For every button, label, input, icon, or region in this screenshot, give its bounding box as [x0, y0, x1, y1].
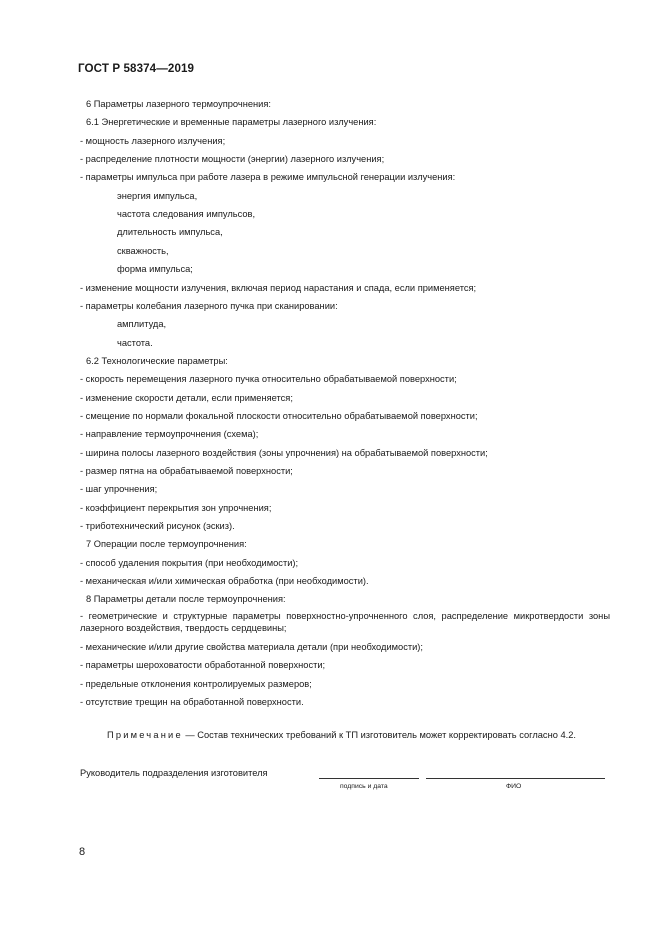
signature-label: Руководитель подразделения изготовителя: [80, 768, 268, 778]
list-subitem: энергия импульса,: [117, 190, 198, 201]
list-item: - направление термоупрочнения (схема);: [80, 429, 259, 440]
list-item: - смещение по нормали фокальной плоскости относительно обрабатываемой поверхности;: [80, 410, 478, 421]
name-caption: ФИО: [506, 783, 522, 790]
list-item: - распределение плотности мощности (энергии) лазерного излучения;: [80, 154, 385, 165]
list-item: - скорость перемещения лазерного пучка относительно обрабатываемой поверхности;: [80, 374, 457, 385]
list-subitem: форма импульса;: [117, 264, 193, 275]
note-text: — Состав технических требований к ТП изготовитель может корректировать согласно 4.2.: [182, 730, 576, 740]
list-item: - изменение скорости детали, если применяется;: [80, 392, 293, 403]
section-heading: 6.2 Технологические параметры:: [86, 355, 228, 366]
list-item: - мощность лазерного излучения;: [80, 135, 226, 146]
name-line: [426, 778, 605, 779]
list-item: - ширина полосы лазерного воздействия (зоны упрочнения) на обрабатываемой поверхности;: [80, 447, 488, 458]
section-heading: 6.1 Энергетические и временные параметры лазерного излучения:: [86, 117, 377, 128]
section-heading: 7 Операции после термоупрочнения:: [86, 539, 247, 550]
list-item: - изменение мощности излучения, включая период нарастания и спада, если применяется;: [80, 282, 477, 293]
section-heading: 8 Параметры детали после термоупрочнения:: [86, 594, 286, 605]
list-item: - механическая и/или химическая обработка (при необходимости).: [80, 576, 369, 587]
list-item: - параметры шероховатости обработанной поверхности;: [80, 660, 326, 671]
list-item: - шаг упрочнения;: [80, 484, 158, 495]
list-item: - механические и/или другие свойства материала детали (при необходимости);: [80, 642, 423, 652]
list-subitem: длительность импульса,: [117, 227, 223, 238]
note: [107, 729, 576, 741]
list-item: - параметры колебания лазерного пучка при сканировании:: [80, 300, 338, 311]
list-subitem: амплитуда,: [117, 319, 167, 330]
list-subitem: скважность,: [117, 245, 169, 256]
list-item: - предельные отклонения контролируемых размеров;: [80, 678, 312, 689]
list-subitem: частота.: [117, 337, 153, 348]
note-label: Примечание: [107, 730, 183, 740]
signature-line: [319, 778, 419, 779]
list-item: - коэффициент перекрытия зон упрочнения;: [80, 502, 272, 513]
list-item: - способ удаления покрытия (при необходимости);: [80, 557, 299, 568]
list-subitem: частота следования импульсов,: [117, 209, 256, 220]
list-item: - размер пятна на обрабатываемой поверхности;: [80, 466, 293, 476]
list-item: - отсутствие трещин на обработанной поверхности.: [80, 697, 304, 708]
section-heading: 6 Параметры лазерного термоупрочнения:: [86, 99, 271, 109]
document-header: ГОСТ Р 58374—2019: [78, 62, 195, 75]
page-number: 8: [79, 846, 86, 858]
list-item: - параметры импульса при работе лазера в режиме импульсной генерации излучения:: [80, 172, 456, 183]
signature-caption: подпись и дата: [340, 783, 388, 790]
list-item: - триботехнический рисунок (эскиз).: [80, 521, 235, 532]
wrapped-list-item: - геометрические и структурные параметры поверхностно-упрочненного слоя, распределение микротвердости зоны лазерного воздействия, твердость сердцевины;: [80, 611, 610, 633]
